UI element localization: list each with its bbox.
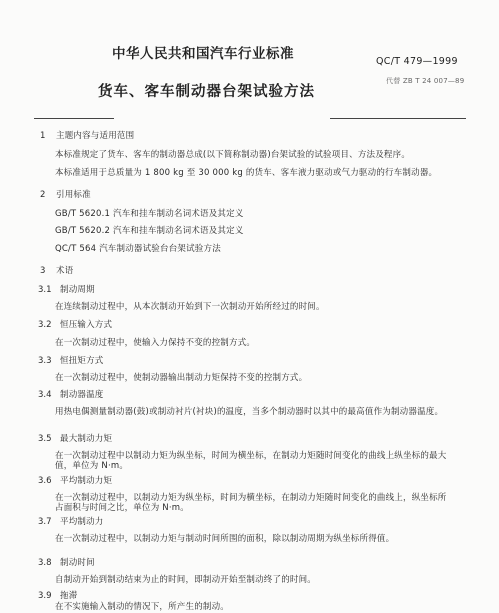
paragraph: 本标准规定了货车、客车的制动器总成(以下简称制动器)台架试验的试验项目、方法及程序。: [55, 150, 411, 160]
section-number: 3: [40, 266, 46, 276]
term-number: 3.1: [38, 285, 52, 295]
term-number: 3.2: [38, 320, 52, 330]
term-definition: 在一次制动过程中以制动力矩为纵坐标，时间为横坐标，在制动力矩随时间变化的曲线上纵坐标的最大值，单位为 N·m。: [55, 451, 447, 471]
divider-right: [330, 118, 466, 119]
term-name: 制动周期: [60, 285, 95, 295]
reference-item: GB/T 5620.2 汽车和挂车制动名词术语及其定义: [55, 226, 244, 236]
section-heading: 主题内容与适用范围: [56, 131, 135, 141]
term-name: 制动时间: [60, 558, 95, 568]
section-number: 2: [40, 190, 46, 200]
reference-item: QC/T 564 汽车制动器试验台台架试验方法: [55, 244, 221, 254]
section-number: 1: [40, 131, 46, 141]
section-heading: 术语: [56, 266, 74, 276]
term-name: 恒扭矩方式: [60, 356, 104, 366]
standard-header-title: 中华人民共和国汽车行业标准: [112, 46, 294, 62]
term-definition: 在一次制动过程中，以制动力矩与制动时间所围的面积，除以制动周期为纵坐标所得值。: [55, 534, 395, 544]
term-number: 3.9: [38, 591, 52, 601]
term-name: 平均制动力: [60, 517, 104, 527]
term-name: 拖滞: [60, 591, 78, 601]
term-definition: 在连续制动过程中，从本次制动开始到下一次制动开始所经过的时间。: [55, 302, 325, 312]
term-definition: 在一次制动过程中，使制动器输出制动力矩保持不变的控制方式。: [55, 373, 308, 383]
term-definition: 用热电偶测量制动器(鼓)或制动衬片(衬块)的温度，当多个制动器时以其中的最高值作为制动器温度。: [55, 407, 444, 417]
term-number: 3.4: [38, 390, 52, 400]
term-name: 最大制动力矩: [60, 434, 113, 444]
section-heading: 引用标准: [56, 190, 91, 200]
term-number: 3.3: [38, 356, 52, 366]
term-number: 3.6: [38, 476, 52, 486]
term-name: 恒压输入方式: [60, 320, 113, 330]
term-name: 制动器温度: [60, 390, 104, 400]
term-number: 3.8: [38, 558, 52, 568]
term-number: 3.5: [38, 434, 52, 444]
term-name: 平均制动力矩: [60, 476, 113, 486]
divider-left: [34, 118, 114, 119]
standard-code: QC/T 479—1999: [376, 56, 458, 67]
term-definition: 在一次制动过程中，使输入力保持不变的控制方式。: [55, 338, 256, 348]
term-definition: 自制动开始到制动结束为止的时间，即制动开始至制动终了的时间。: [55, 575, 317, 585]
term-definition: 在一次制动过程中，以制动力矩为纵坐标，时间为横坐标，在制动力矩随时间变化的曲线上，纵坐标所占面积与时间之比，单位为 N·m。: [55, 493, 447, 513]
replaced-standard-ref: 代替 ZB T 24 007—89: [386, 77, 465, 85]
term-definition: 在不实施输入制动的情况下，所产生的制动。: [55, 602, 230, 612]
reference-item: GB/T 5620.1 汽车和挂车制动名词术语及其定义: [55, 209, 244, 219]
paragraph: 本标准适用于总质量为 1 800 kg 至 30 000 kg 的货车、客车液力驱动或气力驱动的行车制动器。: [55, 168, 438, 178]
document-title: 货车、客车制动器台架试验方法: [98, 84, 315, 100]
term-number: 3.7: [38, 517, 52, 527]
